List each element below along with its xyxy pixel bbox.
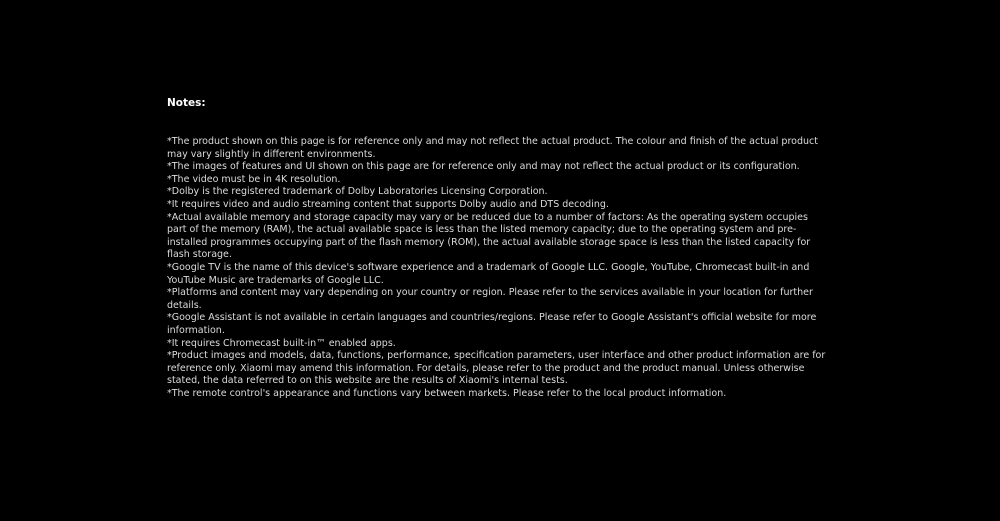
note-item: *The images of features and UI shown on this page are for reference only and may not reflect the actual product or its configuration. xyxy=(167,161,800,173)
note-item: *It requires video and audio streaming content that supports Dolby audio and DTS decoding. xyxy=(167,198,609,210)
note-item: *Actual available memory and storage capacity may vary or be reduced due to a number of factors: As the operating system occupies part of the memory (RAM), the actual available space is less than the listed memory capacity; due to the operating system and pre-installed programmes occupying part of the flash memory (ROM), the actual available storage space is less than the listed capacity for flash storage. xyxy=(167,211,811,261)
note-item: *The remote control's appearance and functions vary between markets. Please refer to the local product information. xyxy=(167,387,727,399)
note-item: *Google TV is the name of this device's software experience and a trademark of Google LLC. Google, YouTube, Chromecast built-in and YouTube Music are trademarks of Google LLC. xyxy=(167,261,810,286)
note-item: *The product shown on this page is for reference only and may not reflect the actual product. The colour and finish of the actual product may vary slightly in different environments. xyxy=(167,136,818,160)
note-item: *Platforms and content may vary depending on your country or region. Please refer to the services available in your location for further details. xyxy=(167,287,813,311)
notes-list xyxy=(167,136,827,400)
note-item: *It requires Chromecast built-in™ enabled apps. xyxy=(167,337,396,349)
note-item: *Dolby is the registered trademark of Dolby Laboratories Licensing Corporation. xyxy=(167,186,548,198)
note-item: *Google Assistant is not available in certain languages and countries/regions. Please refer to Google Assistant's official website for more information. xyxy=(167,312,817,336)
notes-title: Notes: xyxy=(167,97,206,109)
note-item: *The video must be in 4K resolution. xyxy=(167,173,341,185)
note-item: *Product images and models, data, functions, performance, specification parameters, user interface and other product information are for reference only. Xiaomi may amend this information. For details, please refer to the product and the product manual. Unless otherwise stated, the data referred to on this website are the results of Xiaomi's internal tests. xyxy=(167,350,826,387)
